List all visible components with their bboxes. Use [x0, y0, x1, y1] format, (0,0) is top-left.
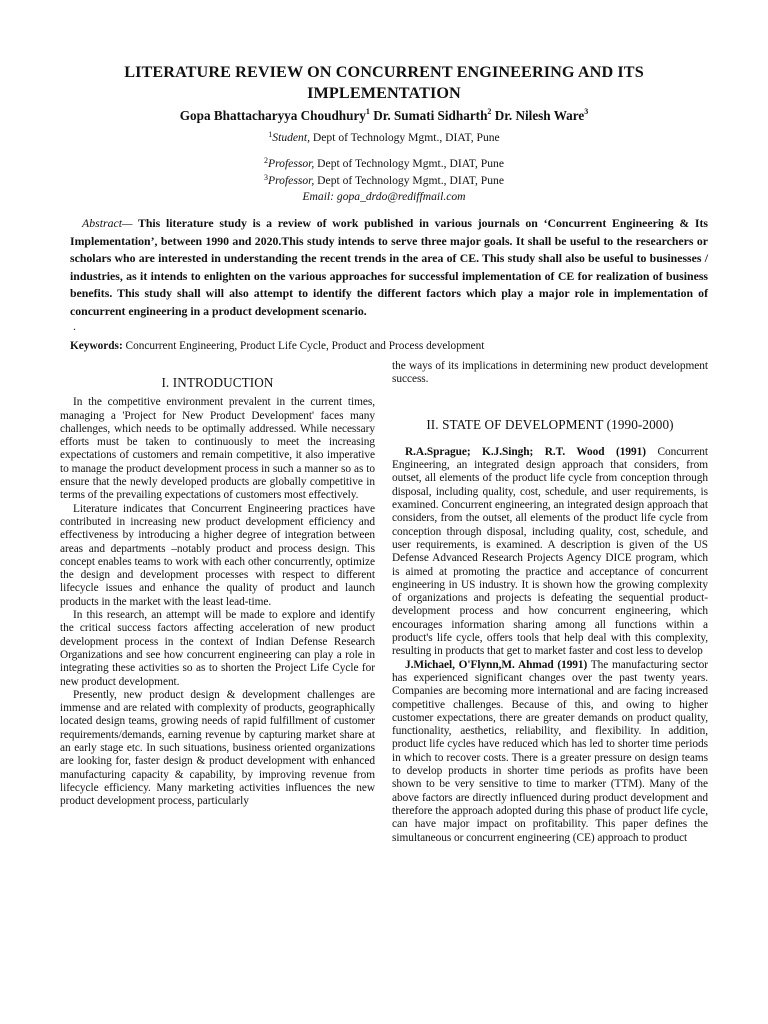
abstract-body: This literature study is a review of work published in various journals on ‘Concurrent Engineering & Its Implementation’, between 1990 and 2020.This study intends to serve three major goals. It shall be useful to the researchers or scholars who are interested in understanding the recent trends in the area of CE. This study shall also be useful to businesses / industries, as it intends to enlighten on the various approaches for successful implementation of CE for realization of business benefits. This study shall will also attempt to identify the different factors which play a major role in implementation of concurrent engineering in a product development scenario. [70, 216, 708, 318]
author-name: Dr. Sumati Sidharth [373, 108, 488, 123]
affiliation-dept: Dept of Technology Mgmt., DIAT, Pune [314, 174, 504, 187]
keywords [70, 340, 540, 352]
paragraph: Literature indicates that Concurrent Engineering practices have contributed in increasing new product development efficiency and effectiveness by introducing a higher degree of integration between areas and departments –notably product and process design. This concept enables teams to work with each other concurrently, optimize the design and development processes with respect to different lifecycle issues and enhance the quality of product and launch products in the market with the least lead-time. [60, 502, 375, 608]
affiliation-2 [70, 157, 698, 170]
keywords-label: Keywords: [70, 340, 123, 352]
author-sup: 1 [365, 107, 370, 116]
author-email [70, 190, 698, 203]
affiliation-dept: Dept of Technology Mgmt., DIAT, Pune [309, 131, 500, 144]
abstract [70, 215, 708, 321]
author-list [70, 108, 698, 124]
entry-authors: R.A.Sprague; K.J.Singh; R.T. Wood (1991) [405, 445, 646, 458]
affiliation-sup: 3 [264, 173, 268, 182]
affiliation-role: Professor, [268, 174, 315, 187]
author-name: Gopa Bhattacharyya Choudhury [179, 108, 366, 123]
section-heading-state-of-development: II. STATE OF DEVELOPMENT (1990-2000) [426, 416, 674, 432]
stray-dot: . [73, 319, 76, 333]
affiliation-dept: Dept of Technology Mgmt., DIAT, Pune [314, 157, 504, 170]
entry-text: The manufacturing sector has experienced significant changes over the past twenty years. Companies are becoming more international and are facing increased competitive challenges. Because of this, and owing to higher customer expectations, there are greater demands on product quality, functionality, aesthetics, reliability, and flexibility. In addition, product life cycles have reduced which has led to shorter time periods in which to recover costs. There is a greater pressure on design teams to develop products in shorter time periods as profits have been shown to be very sensitive to time to marker (TTM). Many of the above factors are directly influenced during product development and therefore the approach adopted during this phase of product life cycle, can have major impact on profitability. This paper defines the simultaneous or concurrent engineering (CE) approach to product [392, 658, 708, 844]
paper-title [70, 62, 698, 104]
right-column [392, 360, 708, 845]
affiliation-sup: 1 [268, 130, 273, 139]
title-line-2: IMPLEMENTATION [307, 84, 461, 102]
email-text: Email: gopa_drdo@rediffmail.com [302, 190, 466, 203]
entry-text: Concurrent Engineering, an integrated design approach that considers, from outset, all elements of the product life cycle from conception through disposal, including quality, cost, schedule, and user requirements, is examined. Concurrent engineering, an integrated design approach that considers, from the outset, all elements of the product life cycle from conception through disposal, including quality, cost, schedule, and user requirements, is examined. A description is given of the US Defense Advanced Research Projects Agency DICE program, which is aimed at promoting the practice and acceptance of concurrent engineering in US industry. It is shown how the growing complexity of organizations and projects is defeating the sequential product-development process and how concurrent engineering, which encourages information sharing among all functions within a product's life cycle, offers tools that help deal with this complexity, resulting in products that get to market faster and cost less to develop [392, 445, 708, 658]
affiliation-3 [70, 174, 698, 187]
author-name: Dr. Nilesh Ware [494, 108, 585, 123]
keywords-text: Concurrent Engineering, Product Life Cycle, Product and Process development [122, 340, 485, 352]
section-heading-introduction: I. INTRODUCTION [161, 375, 274, 390]
paragraph: In this research, an attempt will be made to explore and identify the critical success factors affecting acceleration of new product development process in the context of Indian Defense Research Organizations and see how concurrent engineering can play a role in integrating these activities so as to shorten the Project Life Cycle for new product development. [60, 609, 375, 688]
paragraph-continuation: the ways of its implications in determining new product development success. [392, 360, 708, 386]
affiliation-role: Student, [272, 131, 310, 144]
affiliation-role: Professor, [268, 157, 315, 170]
author-sup: 3 [584, 107, 589, 116]
author-sup: 2 [487, 107, 492, 116]
entry-authors: J.Michael, O'Flynn,M. Ahmad (1991) [405, 658, 588, 671]
title-line-1: LITERATURE REVIEW ON CONCURRENT ENGINEERING AND ITS [124, 63, 644, 81]
literature-entry [392, 446, 708, 659]
paragraph: Presently, new product design & development challenges are immense and are related with complexity of products, geographically located design teams, growing needs of rapid fulfillment of customer requirements/demands, earning revenue by capturing market share at an early stage etc. In such situations, business oriented organizations are looking for, faster design & product development with enhanced manufacturing capacity & capability, by improving revenue from lifecycle efficiency. Many marketing activities influences the new product development process, particularly [60, 688, 375, 808]
abstract-lead: Abstract— [82, 216, 133, 230]
paragraph: In the competitive environment prevalent in the current times, managing a 'Project for New Product Development' faces many challenges, which needs to be optimally addressed. While necessary efforts must be taken to continuously to meet the increasing expectations of customers and remain competitive, it also imperative to manage the product development process in such a manner so as to ensure that the newly developed products are globally competitive in terms of the prevailing expectations of customers most effectively. [60, 396, 375, 502]
left-column [60, 376, 375, 809]
affiliation-1 [70, 131, 698, 144]
literature-entry [392, 659, 708, 845]
affiliation-sup: 2 [264, 156, 268, 165]
